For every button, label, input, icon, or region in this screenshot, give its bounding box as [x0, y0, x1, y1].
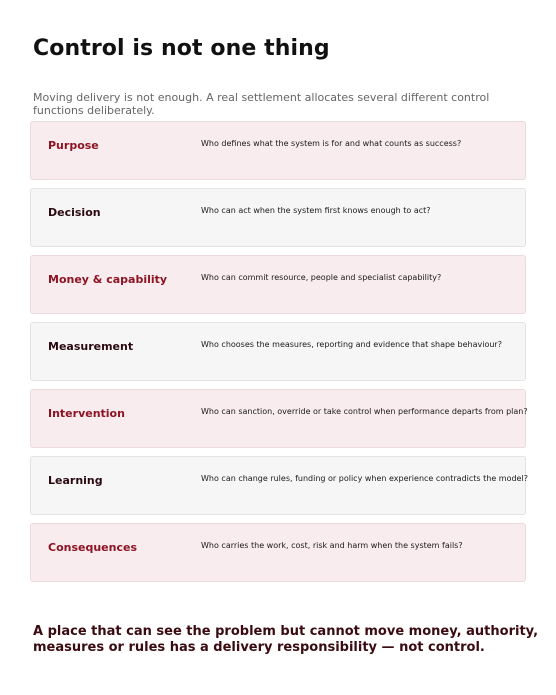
footer-statement: A place that can see the problem but cannot move money, authority, measures or rules has a delivery responsibility — not control. — [33, 624, 539, 655]
function-label: Money & capability — [48, 273, 168, 286]
function-question: Who can change rules, funding or policy when experience contradicts the model? — [201, 474, 528, 483]
function-row-intervention — [30, 389, 526, 448]
function-row-decision — [30, 188, 526, 247]
function-label: Intervention — [48, 407, 125, 420]
function-label: Decision — [48, 206, 101, 219]
function-row-money-capability — [30, 255, 526, 314]
function-row-consequences — [30, 523, 526, 582]
function-question: Who can sanction, override or take control when performance departs from plan? — [201, 407, 528, 416]
function-question: Who carries the work, cost, risk and harm when the system fails? — [201, 541, 463, 550]
function-row-learning — [30, 456, 526, 515]
function-label: Learning — [48, 474, 103, 487]
page-title: Control is not one thing — [33, 36, 330, 61]
function-row-measurement — [30, 322, 526, 381]
function-row-purpose — [30, 121, 526, 180]
function-label: Measurement — [48, 340, 134, 353]
page-subtitle: Moving delivery is not enough. A real settlement allocates several different control functions deliberately. — [33, 91, 490, 117]
function-label: Purpose — [48, 139, 99, 152]
function-question: Who defines what the system is for and what counts as success? — [201, 139, 462, 148]
function-question: Who can act when the system first knows enough to act? — [201, 206, 431, 215]
function-label: Consequences — [48, 541, 137, 554]
function-question: Who can commit resource, people and specialist capability? — [201, 273, 442, 282]
control-functions-list — [30, 121, 526, 590]
function-question: Who chooses the measures, reporting and evidence that shape behaviour? — [201, 340, 502, 349]
